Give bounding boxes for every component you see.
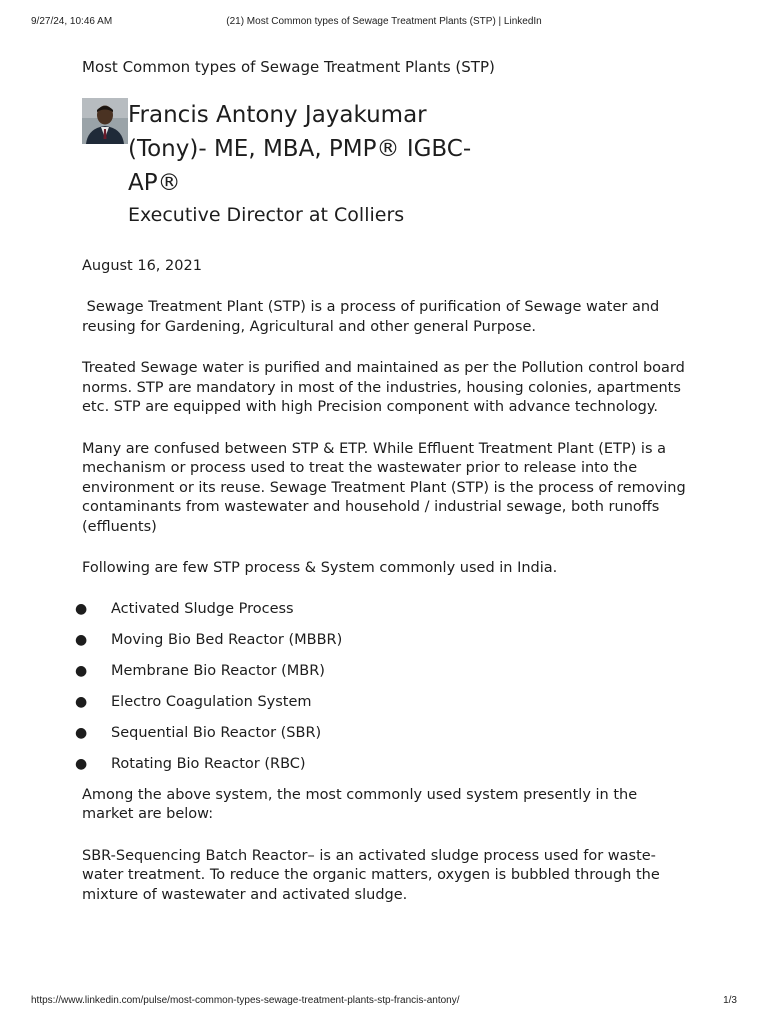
author-name-line-1[interactable]: Francis Antony Jayakumar xyxy=(128,102,427,128)
paragraph-stp-vs-etp: Many are confused between STP & ETP. While Effluent Treatment Plant (ETP) is a mechanism or process used to treat the wastewater prior to release into the environment or its reuse. Sewage Treatment Plant (STP) is the process of removing contaminants from wastewater and household / industrial sewage, both runoffs (effluents) xyxy=(82,440,686,535)
bullet-icon: ● xyxy=(75,631,88,648)
article-content xyxy=(75,56,686,905)
list-item-label: Moving Bio Bed Reactor (MBBR) xyxy=(111,631,343,648)
list-item-label: Activated Sludge Process xyxy=(111,600,294,617)
author-name-line-2[interactable]: (Tony)- ME, MBA, PMP® IGBC- xyxy=(128,136,472,162)
print-page-title: (21) Most Common types of Sewage Treatment Plants (STP) | LinkedIn xyxy=(226,16,542,27)
list-item-label: Electro Coagulation System xyxy=(111,693,312,710)
author-photo-icon xyxy=(82,98,128,144)
list-item xyxy=(75,630,686,650)
bullet-icon: ● xyxy=(75,724,88,741)
list-item xyxy=(75,723,686,743)
author-avatar[interactable] xyxy=(82,98,128,144)
paragraph-norms: Treated Sewage water is purified and maintained as per the Pollution control board norms. STP are mandatory in most of the industries, housing colonies, apartments etc. STP are equipped with high Precision component with advance technology. xyxy=(82,360,685,415)
paragraph-sbr: SBR-Sequencing Batch Reactor– is an activated sludge process used for waste-water treatment. To reduce the organic matters, oxygen is bubbled through the mixture of wastewater and activated sludge. xyxy=(82,847,660,903)
print-datetime: 9/27/24, 10:46 AM xyxy=(31,16,113,27)
list-item xyxy=(75,692,686,712)
print-page-number: 1/3 xyxy=(723,995,737,1006)
list-item-label: Rotating Bio Reactor (RBC) xyxy=(111,755,306,772)
paragraph-list-intro: Following are few STP process & System commonly used in India. xyxy=(82,560,558,576)
list-item xyxy=(75,754,686,774)
author-role: Executive Director at Colliers xyxy=(128,204,405,226)
article-title: Most Common types of Sewage Treatment Plants (STP) xyxy=(82,58,495,76)
author-name-line-3[interactable]: AP® xyxy=(128,170,181,196)
bullet-icon: ● xyxy=(75,600,88,617)
publish-date: August 16, 2021 xyxy=(82,258,202,274)
list-item xyxy=(75,599,686,619)
bullet-icon: ● xyxy=(75,755,88,772)
bullet-icon: ● xyxy=(75,693,88,710)
list-item-label: Sequential Bio Reactor (SBR) xyxy=(111,724,322,741)
list-item-label: Membrane Bio Reactor (MBR) xyxy=(111,662,325,679)
print-url: https://www.linkedin.com/pulse/most-common-types-sewage-treatment-plants-stp-francis-antony/ xyxy=(31,995,460,1006)
list-item xyxy=(75,661,686,681)
print-header xyxy=(0,16,768,30)
bullet-icon: ● xyxy=(75,662,88,679)
paragraph-common-systems: Among the above system, the most commonly used system presently in the market are below: xyxy=(82,786,638,822)
print-footer xyxy=(0,995,768,1009)
author-block xyxy=(82,98,686,238)
stp-process-list xyxy=(75,599,686,774)
paragraph-intro: Sewage Treatment Plant (STP) is a process of purification of Sewage water and reusing for Gardening, Agricultural and other general Purpose. xyxy=(82,299,664,335)
author-info xyxy=(128,98,508,230)
